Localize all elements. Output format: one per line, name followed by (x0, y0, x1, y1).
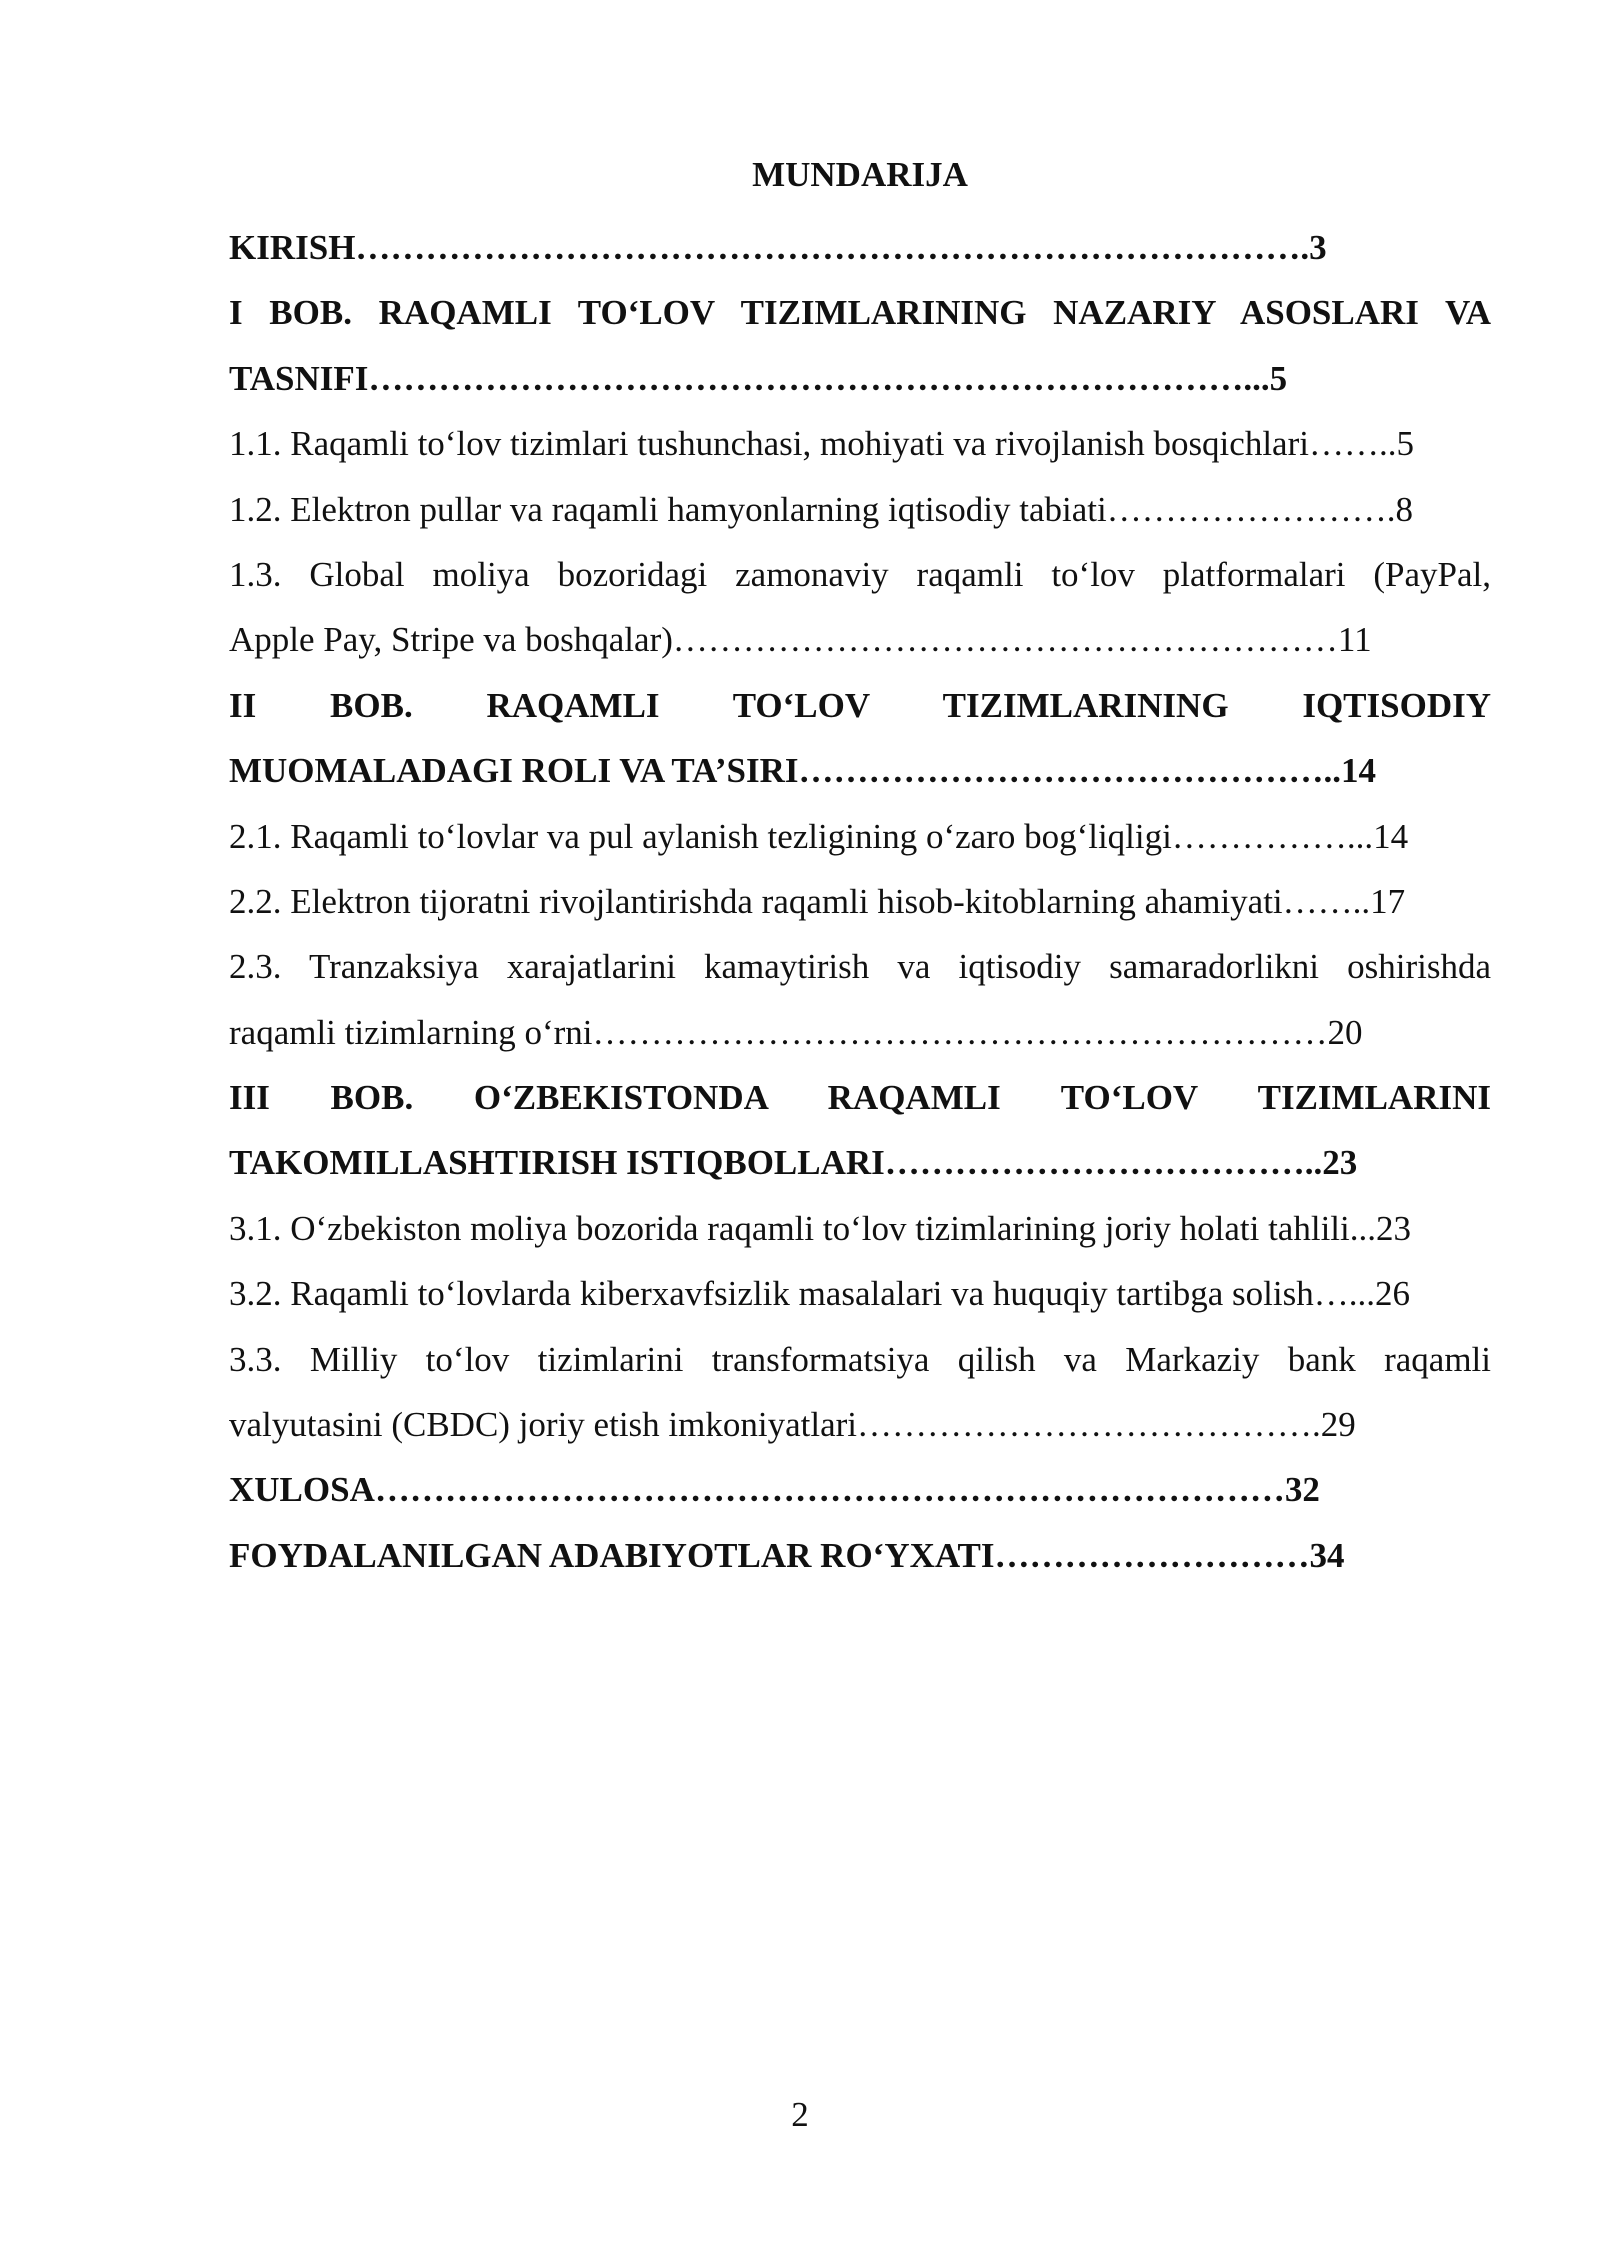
toc-title: MUNDARIJA (752, 155, 968, 194)
toc-line: 3.3. Milliy to‘lov tizimlarini transformatsiya qilish va Markaziy bank raqamli (229, 1339, 1491, 1379)
toc-line: raqamli tizimlarning o‘rni………………………………………………………20 (229, 1012, 1363, 1052)
toc-line: 3.2. Raqamli to‘lovlarda kiberxavfsizlik masalalari va huquqiy tartibga solish…...26 (229, 1274, 1410, 1314)
toc-line: 1.1. Raqamli to‘lov tizimlari tushunchasi, mohiyati va rivojlanish bosqichlari……..5 (229, 424, 1414, 464)
toc-line: II BOB. RAQAMLI TO‘LOV TIZIMLARINING IQTISODIY (229, 685, 1491, 725)
toc-line: Apple Pay, Stripe va boshqalar)…………………………………………………11 (229, 620, 1372, 660)
toc-line: KIRISH……………………………………………………………………….3 (229, 228, 1327, 267)
table-of-contents (229, 215, 1491, 1588)
toc-line: FOYDALANILGAN ADABIYOTLAR RO‘YXATI………………………34 (229, 1535, 1345, 1575)
toc-line: MUOMALADAGI ROLI VA TA’SIRI………………………………………..14 (229, 751, 1376, 791)
toc-line: valyutasini (CBDC) joriy etish imkoniyatlari………………………………….29 (229, 1405, 1356, 1445)
document-page (229, 150, 1491, 1588)
page-number: 2 (791, 2095, 809, 2134)
toc-line: 2.2. Elektron tijoratni rivojlantirishda raqamli hisob-kitoblarning ahamiyati……..17 (229, 881, 1406, 921)
toc-line: XULOSA……………………………………………………………………32 (229, 1470, 1320, 1510)
toc-line: 2.1. Raqamli to‘lovlar va pul aylanish tezligining o‘zaro bog‘liqligi……………...14 (229, 816, 1409, 856)
toc-line: 3.1. O‘zbekiston moliya bozorida raqamli to‘lov tizimlarining joriy holati tahlili...23 (229, 1208, 1411, 1248)
toc-line: I BOB. RAQAMLI TO‘LOV TIZIMLARINING NAZARIY ASOSLARI VA (229, 293, 1491, 333)
toc-line: 1.2. Elektron pullar va raqamli hamyonlarning iqtisodiy tabiati…………………….8 (229, 489, 1413, 529)
toc-line: TASNIFI…………………………………………………………………...5 (229, 358, 1288, 398)
toc-line: TAKOMILLASHTIRISH ISTIQBOLLARI………………………………..23 (229, 1143, 1358, 1183)
toc-line: III BOB. O‘ZBEKISTONDA RAQAMLI TO‘LOV TIZIMLARINI (229, 1078, 1491, 1118)
toc-line: 2.3. Tranzaksiya xarajatlarini kamaytirish va iqtisodiy samaradorlikni oshirishda (229, 947, 1491, 987)
toc-line: 1.3. Global moliya bozoridagi zamonaviy raqamli to‘lov platformalari (PayPal, (229, 554, 1491, 594)
